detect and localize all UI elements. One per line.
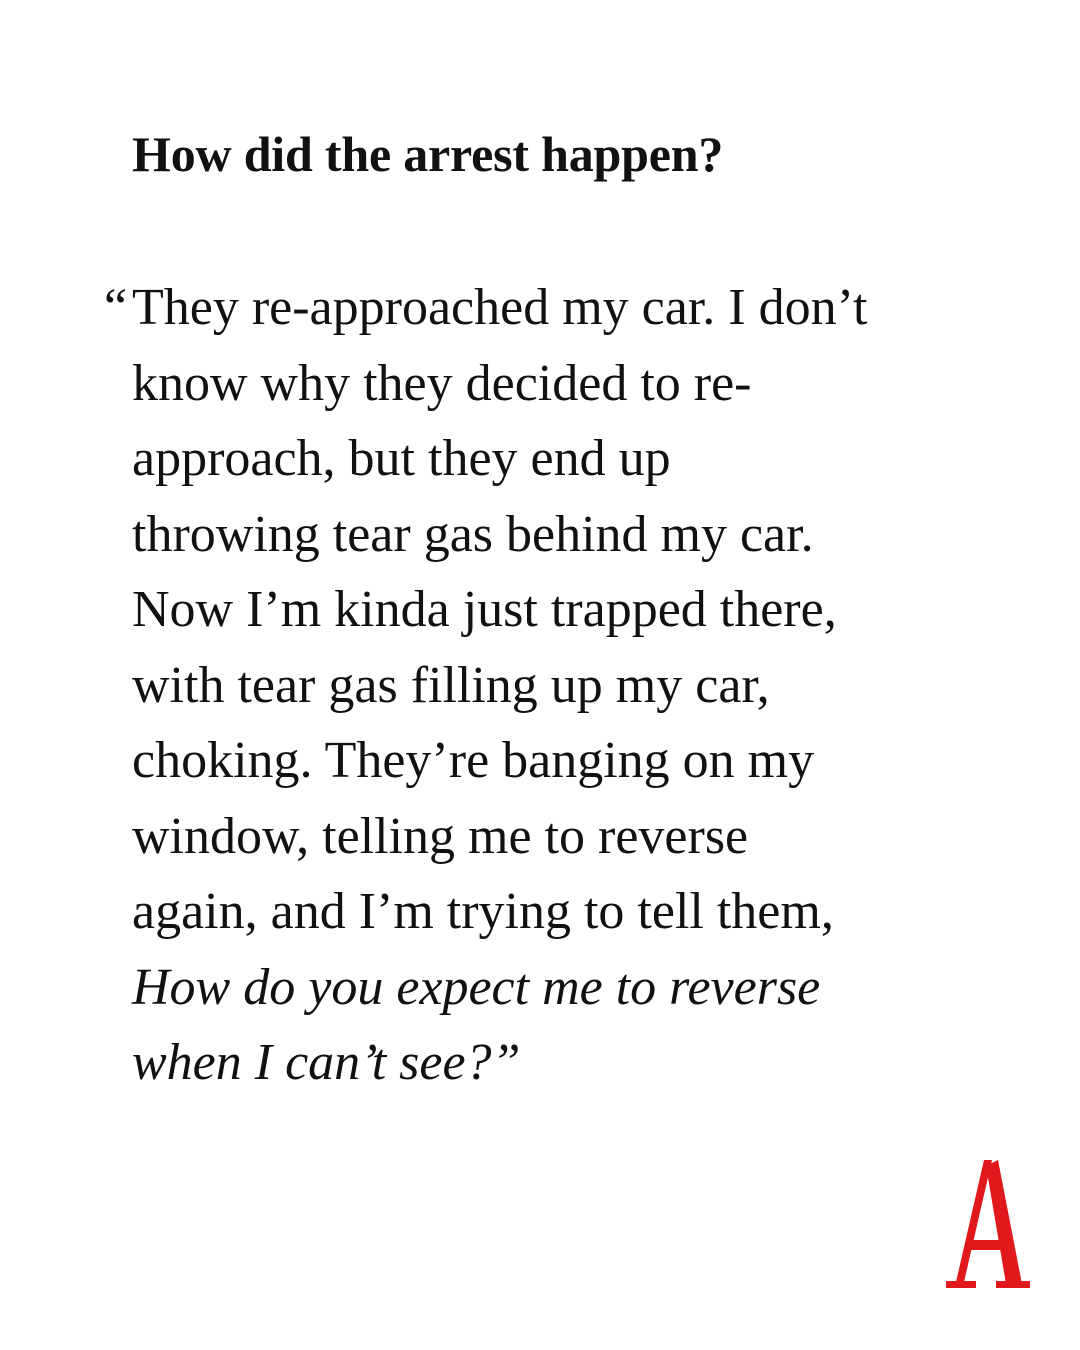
quote-line-6: with tear gas filling up my car, <box>132 656 770 714</box>
open-quote-mark: “ <box>104 279 128 336</box>
quote-line-italic-1: How do you expect me to reverse <box>132 958 821 1016</box>
quote-line-8: window, telling me to reverse <box>132 807 749 865</box>
quote-line-7: choking. They’re banging on my <box>132 732 815 789</box>
quote-line-1: “ They re-approached my car. I don’t <box>132 270 972 346</box>
quote-line-2: know why they decided to re- <box>132 354 752 412</box>
brand-logo-icon <box>946 1160 1030 1300</box>
quote-line-5: Now I’m kinda just trapped there, <box>132 581 837 638</box>
quote-line-italic-2: when I can’t see?” <box>132 1034 521 1091</box>
quote-line-9: again, and I’m trying to tell them, <box>132 883 834 940</box>
quote-block <box>104 270 972 1101</box>
question-heading: How did the arrest happen? <box>132 126 724 182</box>
quote-line-4: throwing tear gas behind my car. <box>132 505 814 563</box>
quote-line-3: approach, but they end up <box>132 430 671 487</box>
